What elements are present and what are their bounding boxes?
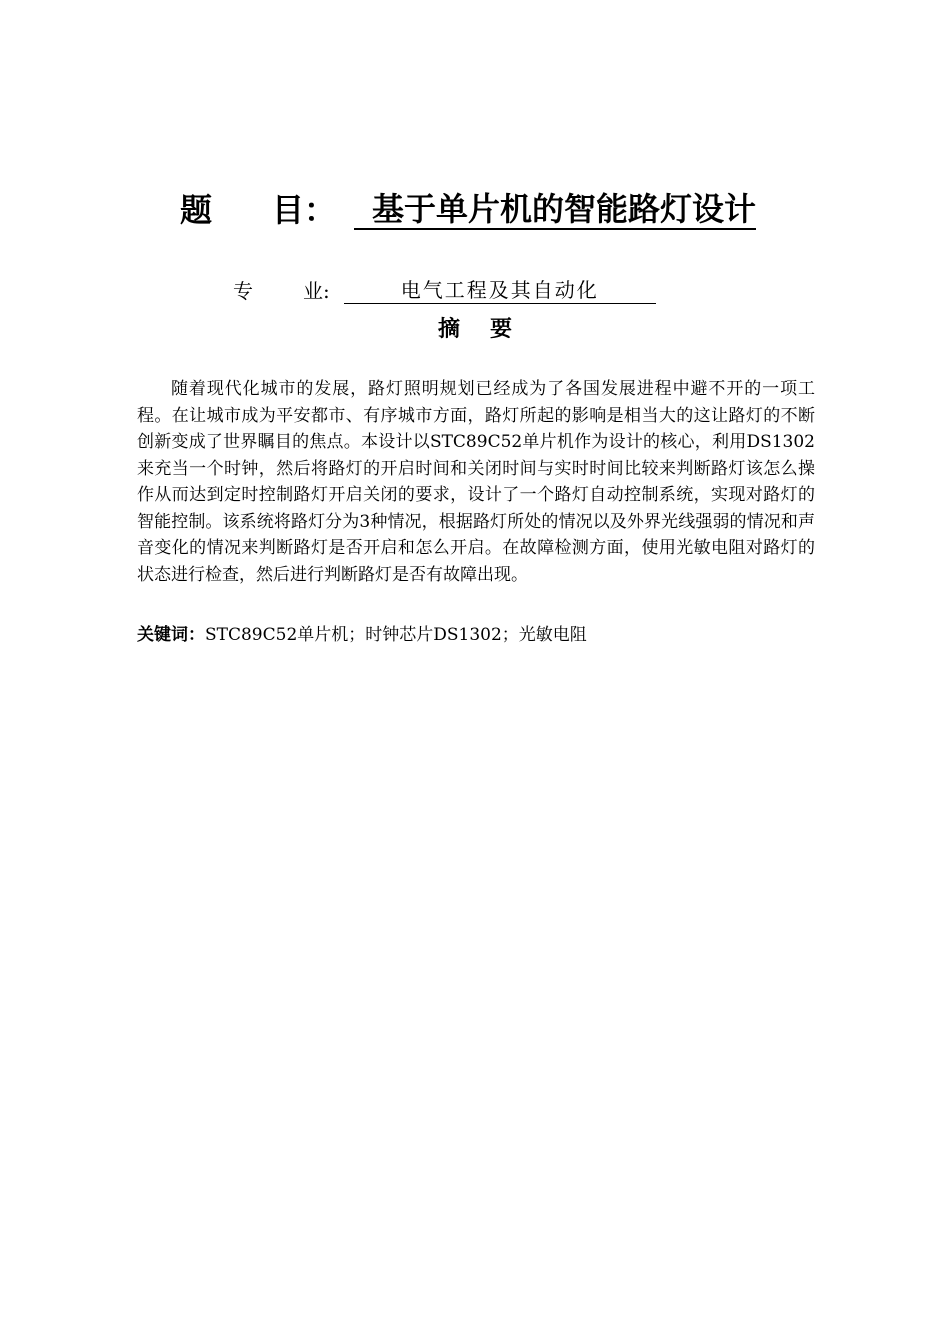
abstract-heading-char-1: 摘	[437, 317, 460, 342]
keywords-value: STC89C52单片机；时钟芯片DS1302；光敏电阻	[205, 625, 587, 645]
major-label-char-2: 业	[303, 279, 323, 303]
title-label-char-2: 目	[272, 191, 305, 229]
keywords-line	[137, 622, 815, 648]
major-line	[233, 274, 656, 304]
thesis-title-line	[180, 186, 756, 230]
thesis-title: 基于单片机的智能路灯设计	[354, 191, 756, 230]
title-colon: ：	[304, 191, 337, 229]
abstract-paragraph: 随着现代化城市的发展，路灯照明规划已经成为了各国发展进程中避不开的一项工程。在让城市成为平安都市、有序城市方面，路灯所起的影响是相当大的这让路灯的不断创新变成了世界瞩目的焦点。本设计以STC89C52单片机作为设计的核心，利用DS1302来充当一个时钟，然后将路灯的开启时间和关闭时间与实时时间比较来判断路灯该怎么操作从而达到定时控制路灯开启关闭的要求，设计了一个路灯自动控制系统，实现对路灯的智能控制。该系统将路灯分为3种情况，根据路灯所处的情况以及外界光线强弱的情况和声音变化的情况来判断路灯是否开启和怎么开启。在故障检测方面，使用光敏电阻对路灯的状态进行检查，然后进行判断路灯是否有故障出现。	[137, 379, 815, 585]
title-label-char-1: 题	[180, 191, 273, 229]
abstract-heading-char-2: 要	[490, 317, 513, 342]
major-value: 电气工程及其自动化	[344, 277, 656, 304]
major-label-char-1: 专	[233, 279, 253, 303]
major-colon: :	[323, 279, 330, 303]
keywords-label: 关键词：	[137, 625, 205, 645]
abstract-heading	[0, 314, 950, 346]
